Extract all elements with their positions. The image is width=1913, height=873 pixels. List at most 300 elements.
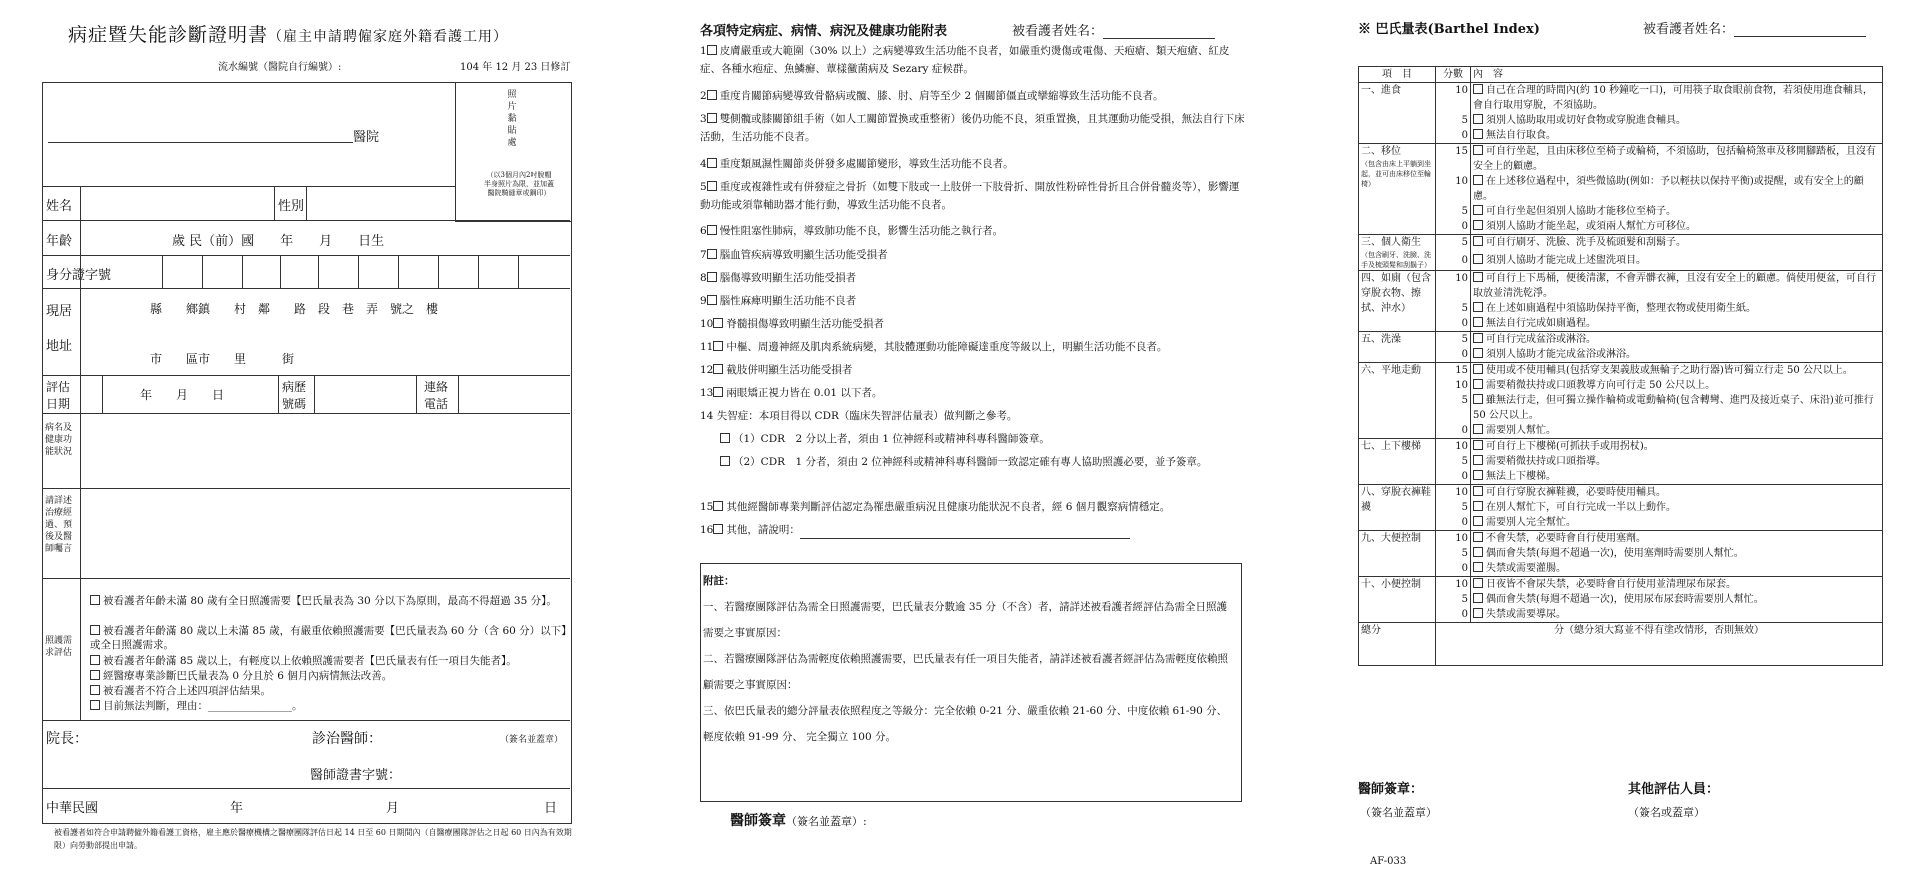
- id-cell-line: [398, 255, 399, 288]
- birth-text: 歲 民（前）國 年 月 日生: [172, 234, 385, 249]
- checkbox-icon[interactable]: [1473, 175, 1483, 185]
- checkbox-icon[interactable]: [1473, 348, 1483, 358]
- score-cell: 5: [1436, 113, 1471, 128]
- address-line-2: 市 區市 里 街: [150, 352, 295, 366]
- checkbox-icon[interactable]: [90, 670, 100, 680]
- condition-item-7[interactable]: [700, 246, 1245, 264]
- doctor-sign[interactable]: [730, 810, 867, 830]
- item-text: （1）CDR 2 分以上者，須由 1 位神經科或精神科專科醫師簽章。: [733, 433, 1050, 445]
- score-cell: 10: [1436, 439, 1471, 455]
- item-text: 腦傷導致明顯生活功能受損者: [719, 272, 857, 284]
- cdr-option-1[interactable]: [720, 430, 1240, 448]
- score-cell: 0: [1436, 128, 1471, 144]
- checkbox-icon[interactable]: [1473, 272, 1483, 282]
- score-cell: 5: [1436, 332, 1471, 348]
- condition-item-5[interactable]: [700, 178, 1245, 214]
- option-cell[interactable]: [1471, 393, 1883, 423]
- option-cell[interactable]: [1471, 128, 1883, 144]
- checkbox-icon[interactable]: [1473, 254, 1483, 264]
- checkbox-icon[interactable]: [1473, 145, 1483, 155]
- checkbox-icon[interactable]: [707, 113, 717, 123]
- condition-item-3[interactable]: [700, 110, 1245, 146]
- serial-label: 流水編號（醫院自行編號）:: [218, 62, 342, 73]
- item-name: 六、平地走動: [1361, 365, 1421, 376]
- address-label-2: 地址: [46, 339, 73, 354]
- option-cell[interactable]: [1471, 515, 1883, 531]
- subtitle-text: （雇主申請聘僱家庭外籍看護工用）: [268, 29, 509, 45]
- checkbox-icon[interactable]: [1473, 205, 1483, 215]
- item-text: 其他經醫師專業判斷評估認定為罹患嚴重病況且健康功能狀況不良者，經 6 個月觀察病情穩定。: [726, 501, 1171, 513]
- option-cell[interactable]: [1471, 469, 1883, 485]
- option-cell[interactable]: [1471, 316, 1883, 332]
- item-name: 十、小便控制: [1361, 579, 1421, 590]
- id-label: 身分證字號: [46, 268, 112, 283]
- option-cell[interactable]: [1471, 561, 1883, 577]
- col-line: [278, 375, 279, 413]
- day-label: 日: [544, 801, 558, 816]
- option-cell[interactable]: [1471, 219, 1883, 235]
- table-row: [1359, 607, 1883, 623]
- item-text: 重度或複雜性或有併發症之骨折（如雙下肢或一上肢併一下肢骨折、開放性粉碎性骨折且合併骨髓炎等），影響運動功能或須靠輔助器才能行動，導致生活功能不良者。: [700, 181, 1240, 211]
- phone-label-2: 電話: [424, 397, 449, 411]
- care-option-5[interactable]: [90, 684, 568, 698]
- checkbox-icon[interactable]: [1473, 562, 1483, 572]
- option-cell[interactable]: [1471, 577, 1883, 593]
- option-cell[interactable]: [1471, 271, 1883, 302]
- item-number: 10: [700, 318, 714, 330]
- table-row: [1359, 204, 1883, 219]
- item-text: 中樞、周邊神經及肌肉系統病變，其肢體運動功能障礙達重度等級以上，明顯生活功能不良者。: [726, 341, 1168, 353]
- table-row: [1359, 423, 1883, 439]
- score-cell: 15: [1436, 144, 1471, 175]
- item-name: 三、個人衛生: [1361, 237, 1421, 248]
- condition-item-12[interactable]: [700, 361, 1245, 379]
- option-text: 須別人協助取用或切好食物或穿脫進食輔具。: [1486, 115, 1686, 126]
- condition-item-16[interactable]: [700, 521, 1245, 539]
- checkbox-icon[interactable]: [707, 272, 717, 282]
- score-cell: 15: [1436, 363, 1471, 379]
- title-text: 病症暨失能診斷證明書: [68, 24, 269, 46]
- care-option-3[interactable]: [90, 654, 568, 668]
- option-text: 可自行坐起，且由床移位至椅子或輪椅，不須協助，包括輪椅煞車及移開腳踏板，且沒有安全上的顧慮。: [1473, 146, 1876, 172]
- option-cell[interactable]: [1471, 204, 1883, 219]
- condition-item-9[interactable]: [700, 292, 1245, 310]
- table-row: [1359, 363, 1883, 379]
- diagnosis-label: 病名及健康功能狀況: [45, 423, 73, 457]
- item-name-cell: [1359, 531, 1436, 577]
- option-cell[interactable]: [1471, 301, 1883, 316]
- option-text: 雖無法行走，但可獨立操作輪椅或電動輪椅(包含轉彎、進門及接近桌子、床沿)並可推行 50 公尺以上。: [1473, 395, 1874, 421]
- option-text: 無法自行完成如廁過程。: [1486, 318, 1596, 329]
- option-text: 無法上下樓梯。: [1486, 471, 1556, 482]
- option-text: 不會失禁，必要時會自行使用塞劑。: [1486, 533, 1646, 544]
- item-name-cell: [1359, 83, 1436, 144]
- col-line: [274, 186, 275, 220]
- certificate-title: [68, 20, 508, 47]
- checkbox-icon[interactable]: [713, 318, 723, 328]
- sign-note: （簽名並蓋章）:: [786, 815, 867, 828]
- checkbox-icon[interactable]: [1473, 455, 1483, 465]
- note-2: 二、若醫療團隊評估為需輕度依賴照護需要，巴氏量表有任一項目失能者，請詳述被看護者經評估為需輕度依賴照顧需要之事實原因：: [703, 653, 1228, 691]
- checkbox-icon[interactable]: [1473, 129, 1483, 139]
- checkbox-icon[interactable]: [1473, 501, 1483, 511]
- checkbox-icon[interactable]: [1473, 84, 1483, 94]
- option-text: 自己在合理的時間內(約 10 秒鐘吃一口)，可用筷子取食眼前食物，若須使用進食輔具，會自行取用穿脫，不須協助。: [1473, 85, 1873, 111]
- condition-item-11[interactable]: [700, 338, 1245, 356]
- barthel-index-page: [1358, 0, 1888, 873]
- item-name: 八、穿脫衣褲鞋襪: [1361, 487, 1431, 513]
- hospital-label: 醫院: [353, 130, 380, 145]
- checkbox-icon[interactable]: [707, 225, 717, 235]
- id-cell-line: [202, 255, 203, 288]
- condition-item-13[interactable]: [700, 384, 1245, 402]
- item-text: 失智症：本項目得以 CDR（臨床失智評估量表）做判斷之參考。: [716, 410, 1018, 422]
- record-label-2: 號碼: [282, 397, 307, 411]
- option-cell[interactable]: [1471, 546, 1883, 561]
- table-row: [1359, 515, 1883, 531]
- option-cell[interactable]: [1471, 454, 1883, 469]
- checkbox-icon[interactable]: [1473, 608, 1483, 618]
- item-subnote: （包含由床上平躺到坐起，並可由床移位至輪椅）: [1361, 160, 1431, 188]
- item-text: 脊髓損傷導致明顯生活功能受損者: [726, 318, 884, 330]
- item-number: 15: [700, 501, 714, 513]
- table-row: [1359, 83, 1883, 114]
- condition-item-14: [700, 407, 1245, 425]
- care-option-text: 被看護者年齡滿 80 歲以上未滿 85 歲，有嚴重依賴照護需要【巴氏量表為 60 分（含 60 分）以下】或全日照護需求。: [90, 625, 567, 651]
- option-cell[interactable]: [1471, 253, 1883, 271]
- option-cell[interactable]: [1471, 83, 1883, 114]
- item-text: （2）CDR 1 分者，須由 2 位神經科或精神科專科醫師一致認定確有專人協助照護必要，並予簽章。: [733, 456, 1208, 468]
- other-evaluator-label: 其他評估人員：: [1628, 782, 1720, 797]
- checkbox-icon[interactable]: [90, 655, 100, 665]
- score-cell: 5: [1436, 454, 1471, 469]
- table-row: [1359, 469, 1883, 485]
- option-text: 無法自行取食。: [1486, 130, 1556, 141]
- option-text: 需要稍微扶持或口頭指導。: [1486, 456, 1606, 467]
- checkbox-icon[interactable]: [713, 364, 723, 374]
- item-text: 腦血管疾病導致明顯生活功能受損者: [719, 249, 888, 261]
- checkbox-icon[interactable]: [1473, 532, 1483, 542]
- checkbox-icon[interactable]: [1473, 220, 1483, 230]
- checkbox-icon[interactable]: [707, 45, 717, 55]
- checkbox-icon[interactable]: [1473, 333, 1483, 343]
- item-name-cell: [1359, 577, 1436, 623]
- score-cell: 0: [1436, 469, 1471, 485]
- care-option-2[interactable]: [90, 624, 568, 652]
- row-line: [42, 578, 570, 579]
- option-text: 需要稍微扶持或口頭教導方向可行走 50 公尺以上。: [1486, 380, 1716, 391]
- photo-area[interactable]: [455, 82, 572, 222]
- care-option-6[interactable]: [90, 699, 568, 713]
- table-row: [1359, 485, 1883, 501]
- care-option-text: 被看護者不符合上述四項評估結果。: [103, 685, 271, 697]
- row-line: [42, 788, 570, 789]
- name-underline[interactable]: [1734, 22, 1866, 37]
- condition-item-1[interactable]: [700, 42, 1245, 78]
- eval-label-2: 日期: [46, 397, 71, 411]
- id-cell-line: [478, 255, 479, 288]
- item-number: 13: [700, 387, 714, 399]
- item-text: 腦性麻痺明顯生活功能不良者: [719, 295, 857, 307]
- score-cell: 0: [1436, 253, 1471, 271]
- checkbox-icon[interactable]: [1473, 364, 1483, 374]
- roc-label: 中華民國: [46, 801, 99, 816]
- score-cell: 10: [1436, 271, 1471, 302]
- id-cell-line: [518, 255, 519, 288]
- header-content: 內 容: [1471, 67, 1883, 83]
- item-text: 重度肯關節病變導致骨骼病或髖、膝、肘、肩等至少 2 個關節僵直或攣縮導致生活功能不良者。: [719, 90, 1164, 102]
- item-text: 皮膚嚴重或大範圍（30% 以上）之病變導致生活功能不良者，如嚴重灼燙傷或電傷、天疱瘡、類天疱瘡、紅皮症、各種水疱症、魚鱗癬、蕈樣黴菌病及 Sezary 症候群。: [700, 45, 1230, 75]
- attachment-heading: 各項特定病症、病情、病況及健康功能附表: [700, 24, 948, 39]
- checkbox-icon[interactable]: [707, 249, 717, 259]
- option-cell[interactable]: [1471, 235, 1883, 253]
- seal-note: （簽名並蓋章）: [500, 735, 564, 745]
- name-label: 姓名: [46, 199, 73, 214]
- option-text: 日夜皆不會尿失禁，必要時會自行使用並清理尿布尿套。: [1486, 579, 1736, 590]
- checkbox-icon[interactable]: [713, 524, 723, 534]
- name-underline[interactable]: [1103, 24, 1215, 39]
- checkbox-icon[interactable]: [1473, 470, 1483, 480]
- id-cell-line: [280, 255, 281, 288]
- item-name: 二、移位: [1361, 146, 1401, 157]
- score-cell: 5: [1436, 393, 1471, 423]
- checkbox-icon[interactable]: [707, 90, 717, 100]
- score-cell: 10: [1436, 485, 1471, 501]
- checkbox-icon[interactable]: [1473, 302, 1483, 312]
- score-cell: 10: [1436, 83, 1471, 114]
- checkbox-icon[interactable]: [1473, 379, 1483, 389]
- col-line: [306, 186, 307, 220]
- checkbox-icon[interactable]: [713, 501, 723, 511]
- col-line: [314, 375, 315, 413]
- row-line: [42, 375, 570, 376]
- item-text: 兩眼矯正視力皆在 0.01 以下者。: [726, 387, 883, 399]
- table-row: [1359, 347, 1883, 363]
- option-text: 需要別人幫忙。: [1486, 425, 1556, 436]
- item-name-cell: [1359, 271, 1436, 332]
- condition-item-6[interactable]: [700, 222, 1245, 240]
- checkbox-icon[interactable]: [1473, 593, 1483, 603]
- score-cell: 5: [1436, 592, 1471, 607]
- option-text: 偶而會失禁(每週不超過一次)，使用塞劑時需要別人幫忙。: [1486, 548, 1744, 559]
- option-text: 須別人協助才能完成上述盥洗項目。: [1486, 254, 1646, 266]
- option-text: 可自行坐起但須別人協助才能移位至椅子。: [1486, 206, 1676, 217]
- option-cell[interactable]: [1471, 500, 1883, 515]
- row-line: [42, 413, 570, 414]
- photo-label: 照片黏貼處: [507, 90, 517, 148]
- record-label-1: 病歷: [282, 380, 307, 394]
- item-name: 九、大便控制: [1361, 533, 1421, 544]
- care-option-1[interactable]: [90, 594, 568, 608]
- table-row: [1359, 500, 1883, 515]
- table-row: [1359, 113, 1883, 128]
- table-row: [1359, 577, 1883, 593]
- cdr-option-2[interactable]: [720, 453, 1240, 471]
- item-text: 截肢併明顯生活功能受損者: [726, 364, 853, 376]
- option-cell[interactable]: [1471, 607, 1883, 623]
- checkbox-icon[interactable]: [720, 456, 730, 466]
- score-cell: 5: [1436, 301, 1471, 316]
- option-text: 使用或不使用輔具(包括穿支架義肢或無輪子之助行器)皆可獨立行走 50 公尺以上。: [1486, 365, 1853, 376]
- item-name-cell: [1359, 332, 1436, 363]
- checkbox-icon[interactable]: [1473, 440, 1483, 450]
- option-cell[interactable]: [1471, 332, 1883, 348]
- care-label: 照護需求評估: [45, 636, 73, 658]
- address-line-1: 縣 鄉鎮 村 鄰 路 段 巷 弄 號之 樓: [150, 302, 439, 316]
- score-cell: 0: [1436, 515, 1471, 531]
- table-row: [1359, 439, 1883, 455]
- score-cell: 10: [1436, 577, 1471, 593]
- patient-name-label: 被看護者姓名：: [1012, 24, 1104, 39]
- other-explain-line[interactable]: [800, 526, 1130, 539]
- score-cell: 5: [1436, 546, 1471, 561]
- total-label: 總分: [1359, 623, 1436, 666]
- col-line: [102, 375, 103, 413]
- age-label: 年齡: [46, 234, 73, 249]
- item-name-cell: [1359, 485, 1436, 531]
- score-cell: 0: [1436, 347, 1471, 363]
- table-row: [1359, 253, 1883, 271]
- checkbox-icon[interactable]: [707, 295, 717, 305]
- item-name: 四、如廁（包含穿脫衣物、擦拭、沖水）: [1361, 273, 1431, 314]
- item-name-cell: [1359, 363, 1436, 439]
- patient-name-label: 被看護者姓名：: [1643, 22, 1735, 37]
- checkbox-icon[interactable]: [1473, 114, 1483, 124]
- checkbox-icon[interactable]: [90, 685, 100, 695]
- score-cell: 5: [1436, 204, 1471, 219]
- hospital-underline: [48, 142, 353, 143]
- checkbox-icon[interactable]: [707, 158, 717, 168]
- table-row: [1359, 174, 1883, 204]
- item-text: 重度類風濕性關節炎併發多處關節變形，導致生活功能不良者。: [719, 158, 1014, 170]
- item-subnote: （包含刷牙、洗臉、洗手及梳頭髮和刮鬍子）: [1361, 251, 1431, 269]
- option-cell[interactable]: [1471, 347, 1883, 363]
- item-number: 9: [700, 295, 707, 307]
- footnote: 被看護者如符合申請聘僱外籍看護工資格，雇主應於醫療機構之醫療團隊評估日起 14 日至 60 日期間內（自醫療團隊評估之日起 60 日內為有效期限）向勞動部提出申請。: [54, 828, 572, 850]
- item-number: 3: [700, 113, 707, 125]
- month-label: 月: [386, 801, 400, 816]
- id-cell-line: [438, 255, 439, 288]
- option-cell[interactable]: [1471, 174, 1883, 204]
- note-1: 一、若醫療團隊評估為需全日照護需要，巴氏量表分數逾 35 分（不含）者，請詳述被看護者經評估為需全日照護需要之事實原因：: [703, 601, 1228, 639]
- score-cell: 5: [1436, 500, 1471, 515]
- item-number: 4: [700, 158, 707, 170]
- table-row: [1359, 393, 1883, 423]
- address-label-1: 現居: [46, 304, 73, 319]
- revision-date: 104 年 12 月 23 日修訂: [460, 62, 571, 73]
- care-option-4[interactable]: [90, 669, 568, 683]
- option-text: 可自行上下樓梯(可抓扶手或用拐杖)。: [1486, 441, 1654, 452]
- checkbox-icon[interactable]: [720, 433, 730, 443]
- option-cell[interactable]: [1471, 531, 1883, 547]
- form-code: AF-033: [1370, 856, 1407, 867]
- barthel-heading: ※ 巴氏量表(Barthel Index): [1358, 22, 1540, 37]
- option-text: 在別人幫忙下，可自行完成一半以上動作。: [1486, 502, 1676, 513]
- checkbox-icon[interactable]: [1473, 516, 1483, 526]
- id-cell-line: [318, 255, 319, 288]
- eval-date: 年 月 日: [140, 388, 225, 402]
- doctor-label: 診治醫師：: [312, 731, 382, 747]
- option-cell[interactable]: [1471, 439, 1883, 455]
- option-text: 需要別人完全幫忙。: [1486, 517, 1576, 528]
- item-number: 12: [700, 364, 714, 376]
- option-cell[interactable]: [1471, 363, 1883, 379]
- table-header: [1359, 67, 1883, 83]
- item-text: 其他，請說明：: [726, 524, 800, 536]
- table-row: [1359, 128, 1883, 144]
- option-text: 可自行刷牙、洗臉、洗手及梳頭髮和刮鬍子。: [1486, 237, 1686, 248]
- table-row: [1359, 546, 1883, 561]
- patient-name-field[interactable]: [1643, 18, 1866, 37]
- table-row: [1359, 454, 1883, 469]
- item-number: 16: [700, 524, 714, 536]
- checkbox-icon[interactable]: [1473, 547, 1483, 557]
- condition-item-10[interactable]: [700, 315, 1245, 333]
- checkbox-icon[interactable]: [1473, 486, 1483, 496]
- checkbox-icon[interactable]: [90, 595, 100, 605]
- item-name: 一、進食: [1361, 85, 1401, 96]
- checkbox-icon[interactable]: [1473, 578, 1483, 588]
- option-cell[interactable]: [1471, 113, 1883, 128]
- patient-name-field[interactable]: [1012, 20, 1215, 39]
- note-3: 三、依巴氏量表的總分評量表依照程度之等級分：完全依賴 0-21 分、嚴重依賴 21-60 分、中度依賴 61-90 分、輕度依賴 91-99 分、 完全獨立 100 分。: [703, 705, 1228, 743]
- item-number: 1: [700, 45, 707, 57]
- option-text: 須別人協助才能坐起，或須兩人幫忙方可移位。: [1486, 221, 1696, 232]
- table-row: [1359, 332, 1883, 348]
- total-field[interactable]: 分（總分須大寫並不得有塗改情形，否則無效）: [1436, 623, 1883, 666]
- other-sign-note: （簽名或蓋章）: [1628, 806, 1705, 819]
- id-cell-line: [242, 255, 243, 288]
- item-name-cell: [1359, 439, 1436, 485]
- checkbox-icon[interactable]: [90, 700, 100, 710]
- checkbox-icon[interactable]: [713, 387, 723, 397]
- row-line: [42, 220, 570, 221]
- phone-label-1: 連絡: [424, 380, 449, 394]
- id-cell-line: [358, 255, 359, 288]
- checkbox-icon[interactable]: [90, 625, 100, 635]
- checkbox-icon[interactable]: [1473, 424, 1483, 434]
- option-cell[interactable]: [1471, 592, 1883, 607]
- score-cell: 10: [1436, 174, 1471, 204]
- condition-item-2[interactable]: [700, 87, 1245, 105]
- table-row: [1359, 531, 1883, 547]
- item-number: 11: [700, 341, 714, 353]
- condition-item-15[interactable]: [700, 498, 1245, 516]
- director-label: 院長：: [46, 731, 88, 747]
- condition-item-8[interactable]: [700, 269, 1245, 287]
- checkbox-icon[interactable]: [1473, 236, 1483, 246]
- option-cell[interactable]: [1471, 144, 1883, 175]
- option-cell[interactable]: [1471, 423, 1883, 439]
- item-name: 七、上下樓梯: [1361, 441, 1421, 452]
- condition-attachment-page: [700, 0, 1245, 873]
- option-text: 偶而會失禁(每週不超過一次)，使用尿布尿套時需要別人幫忙。: [1486, 594, 1764, 605]
- table-row: [1359, 561, 1883, 577]
- checkbox-icon[interactable]: [707, 181, 717, 191]
- option-cell[interactable]: [1471, 485, 1883, 501]
- row-line: [42, 288, 570, 289]
- condition-item-4[interactable]: [700, 155, 1245, 173]
- checkbox-icon[interactable]: [1473, 317, 1483, 327]
- checkbox-icon[interactable]: [713, 341, 723, 351]
- score-cell: 0: [1436, 316, 1471, 332]
- checkbox-icon[interactable]: [1473, 394, 1483, 404]
- option-cell[interactable]: [1471, 378, 1883, 393]
- score-cell: 0: [1436, 561, 1471, 577]
- row-line: [42, 255, 570, 256]
- notes-title: 附註：: [703, 575, 735, 587]
- table-row: [1359, 144, 1883, 175]
